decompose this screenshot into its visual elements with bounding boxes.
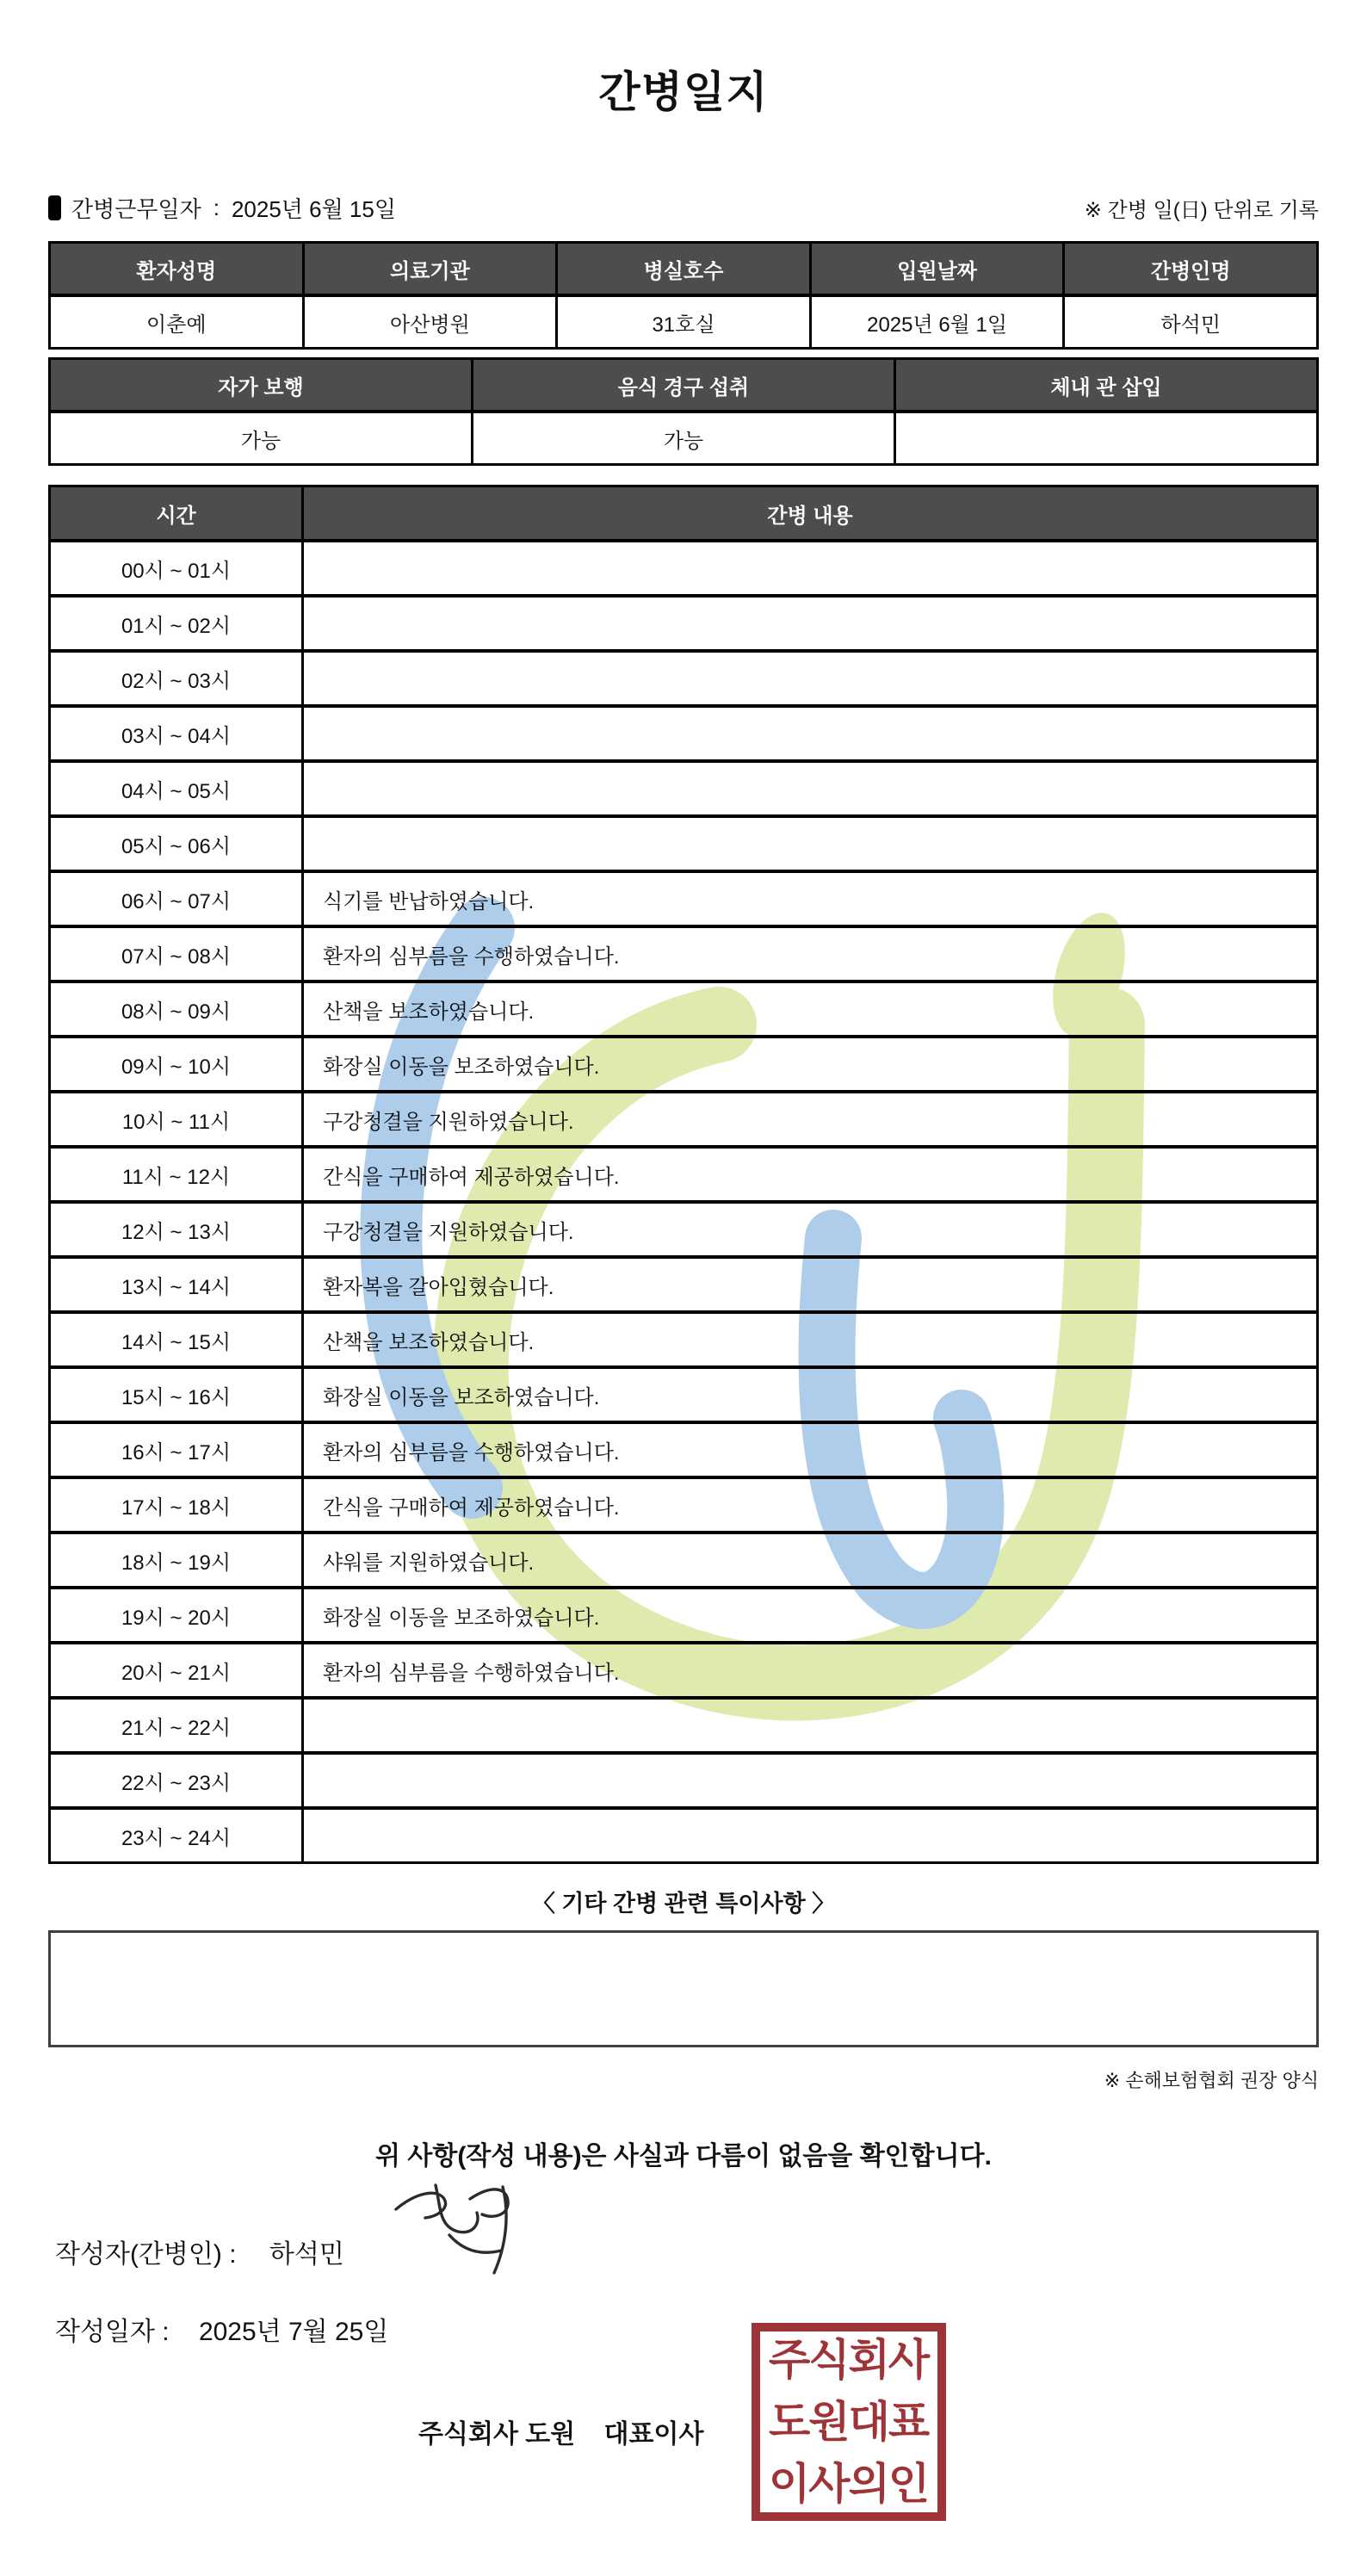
care-log-row <box>51 1755 1316 1806</box>
care-log-row <box>51 1424 1316 1476</box>
care-log-row <box>51 1149 1316 1200</box>
time-cell: 21시 ~ 22시 <box>51 1700 301 1751</box>
care-log-row <box>51 598 1316 649</box>
care-content-cell <box>304 1700 1316 1751</box>
care-content-cell: 산책을 보조하였습니다. <box>304 1314 1316 1365</box>
care-log-row <box>51 1093 1316 1145</box>
condition-value-cell: 가능 <box>473 413 894 463</box>
care-log-row <box>51 542 1316 594</box>
patient-value-cell: 2025년 6월 1일 <box>812 297 1063 347</box>
care-log-row <box>51 1589 1316 1641</box>
company-line: 주식회사 도원 대표이사 <box>418 2420 704 2449</box>
care-log-body <box>51 542 1316 1861</box>
care-content-cell: 간식을 구매하여 제공하였습니다. <box>304 1479 1316 1531</box>
stamp-row: 도원대표 <box>769 2398 929 2446</box>
patient-header-cell: 의료기관 <box>305 244 556 294</box>
care-content-cell <box>304 1810 1316 1861</box>
written-date-line <box>55 2310 1367 2348</box>
care-log-row <box>51 1479 1316 1531</box>
time-cell: 09시 ~ 10시 <box>51 1038 301 1090</box>
care-log-row <box>51 763 1316 814</box>
meta-row <box>48 192 1319 224</box>
care-content-cell: 환자의 심부름을 수행하였습니다. <box>304 1424 1316 1476</box>
care-log-row <box>51 983 1316 1035</box>
time-cell: 14시 ~ 15시 <box>51 1314 301 1365</box>
care-content-cell: 화장실 이동을 보조하였습니다. <box>304 1589 1316 1641</box>
time-cell: 08시 ~ 09시 <box>51 983 301 1035</box>
time-cell: 15시 ~ 16시 <box>51 1369 301 1421</box>
care-work-date-value: 2025년 6월 15일 <box>231 196 396 222</box>
stamp-row: 주식회사 <box>769 2336 929 2384</box>
care-content-cell <box>304 763 1316 814</box>
care-log-row <box>51 873 1316 925</box>
care-content-cell <box>304 818 1316 870</box>
care-work-date <box>48 192 396 224</box>
patient-value-cell: 아산병원 <box>305 297 556 347</box>
care-log-row <box>51 708 1316 759</box>
written-date-label: 작성일자 : <box>55 2318 170 2346</box>
patient-info-value-row <box>51 297 1316 347</box>
condition-value-row <box>51 413 1316 463</box>
time-cell: 06시 ~ 07시 <box>51 873 301 925</box>
writer-line <box>55 2232 1367 2270</box>
colon-separator: : <box>213 195 220 220</box>
condition-value-cell <box>896 413 1316 463</box>
care-work-date-label: 간병근무일자 <box>71 196 201 222</box>
square-bullet-icon <box>48 195 61 220</box>
care-content-cell <box>304 1755 1316 1806</box>
care-content-cell: 간식을 구매하여 제공하였습니다. <box>304 1149 1316 1200</box>
time-cell: 23시 ~ 24시 <box>51 1810 301 1861</box>
care-log-row <box>51 1369 1316 1421</box>
care-content-cell: 화장실 이동을 보조하였습니다. <box>304 1038 1316 1090</box>
notes-box <box>48 1930 1319 2047</box>
notes-title: 〈 기타 간병 관련 특이사항 〉 <box>531 1891 836 1917</box>
care-log-table <box>48 485 1319 1864</box>
care-log-row <box>51 1810 1316 1861</box>
care-log-row <box>51 1314 1316 1365</box>
care-content-cell <box>304 542 1316 594</box>
patient-header-cell: 입원날짜 <box>812 244 1063 294</box>
patient-info-table <box>48 241 1319 350</box>
time-cell: 19시 ~ 20시 <box>51 1589 301 1641</box>
care-content-cell: 환자의 심부름을 수행하였습니다. <box>304 1644 1316 1696</box>
care-log-row <box>51 1204 1316 1255</box>
time-cell: 17시 ~ 18시 <box>51 1479 301 1531</box>
time-header-cell: 시간 <box>51 487 301 539</box>
care-log-row <box>51 928 1316 980</box>
time-cell: 04시 ~ 05시 <box>51 763 301 814</box>
written-date-value: 2025년 7월 25일 <box>198 2318 389 2346</box>
care-content-cell: 화장실 이동을 보조하였습니다. <box>304 1369 1316 1421</box>
care-log-row <box>51 1534 1316 1586</box>
care-log-header-row <box>51 487 1316 539</box>
time-cell: 07시 ~ 08시 <box>51 928 301 980</box>
time-cell: 20시 ~ 21시 <box>51 1644 301 1696</box>
care-log-row <box>51 1700 1316 1751</box>
condition-header-cell: 체내 관 삽입 <box>896 360 1316 410</box>
stamp-row: 이사의인 <box>769 2460 929 2508</box>
time-cell: 11시 ~ 12시 <box>51 1149 301 1200</box>
care-content-cell: 구강청결을 지원하였습니다. <box>304 1204 1316 1255</box>
condition-table <box>48 357 1319 466</box>
writer-name: 하석민 <box>269 2240 344 2269</box>
time-cell: 01시 ~ 02시 <box>51 598 301 649</box>
content-header-cell: 간병 내용 <box>304 487 1316 539</box>
confirmation-text: 위 사항(작성 내용)은 사실과 다름이 없음을 확인합니다. <box>375 2142 992 2170</box>
patient-info-header-row <box>51 244 1316 294</box>
care-content-cell: 식기를 반납하였습니다. <box>304 873 1316 925</box>
form-note: ※ 손해보험협회 권장 양식 <box>1104 2070 1319 2091</box>
time-cell: 10시 ~ 11시 <box>51 1093 301 1145</box>
care-content-cell <box>304 653 1316 704</box>
time-cell: 22시 ~ 23시 <box>51 1755 301 1806</box>
time-cell: 05시 ~ 06시 <box>51 818 301 870</box>
company-seal-stamp <box>752 2323 946 2521</box>
condition-header-cell: 자가 보행 <box>51 360 471 410</box>
time-cell: 12시 ~ 13시 <box>51 1204 301 1255</box>
care-content-cell: 환자복을 갈아입혔습니다. <box>304 1259 1316 1310</box>
time-cell: 18시 ~ 19시 <box>51 1534 301 1586</box>
time-cell: 16시 ~ 17시 <box>51 1424 301 1476</box>
patient-value-cell: 이춘예 <box>51 297 302 347</box>
care-content-cell: 구강청결을 지원하였습니다. <box>304 1093 1316 1145</box>
condition-value-cell: 가능 <box>51 413 471 463</box>
condition-header-row <box>51 360 1316 410</box>
care-log-row <box>51 1259 1316 1310</box>
care-content-cell: 환자의 심부름을 수행하였습니다. <box>304 928 1316 980</box>
care-content-cell: 샤워를 지원하였습니다. <box>304 1534 1316 1586</box>
patient-header-cell: 간병인명 <box>1065 244 1316 294</box>
writer-label: 작성자(간병인) : <box>55 2240 237 2269</box>
care-log-row <box>51 1038 1316 1090</box>
care-content-cell: 산책을 보조하였습니다. <box>304 983 1316 1035</box>
daily-unit-note: ※ 간병 일(日) 단위로 기록 <box>1084 199 1319 222</box>
time-cell: 13시 ~ 14시 <box>51 1259 301 1310</box>
patient-value-cell: 하석민 <box>1065 297 1316 347</box>
care-content-cell <box>304 598 1316 649</box>
time-cell: 03시 ~ 04시 <box>51 708 301 759</box>
condition-header-cell: 음식 경구 섭취 <box>473 360 894 410</box>
care-log-row <box>51 1644 1316 1696</box>
patient-header-cell: 병실호수 <box>558 244 809 294</box>
patient-value-cell: 31호실 <box>558 297 809 347</box>
care-log-row <box>51 653 1316 704</box>
care-log-row <box>51 818 1316 870</box>
time-cell: 02시 ~ 03시 <box>51 653 301 704</box>
care-content-cell <box>304 708 1316 759</box>
time-cell: 00시 ~ 01시 <box>51 542 301 594</box>
page-title: 간병일지 <box>598 68 769 116</box>
patient-header-cell: 환자성명 <box>51 244 302 294</box>
